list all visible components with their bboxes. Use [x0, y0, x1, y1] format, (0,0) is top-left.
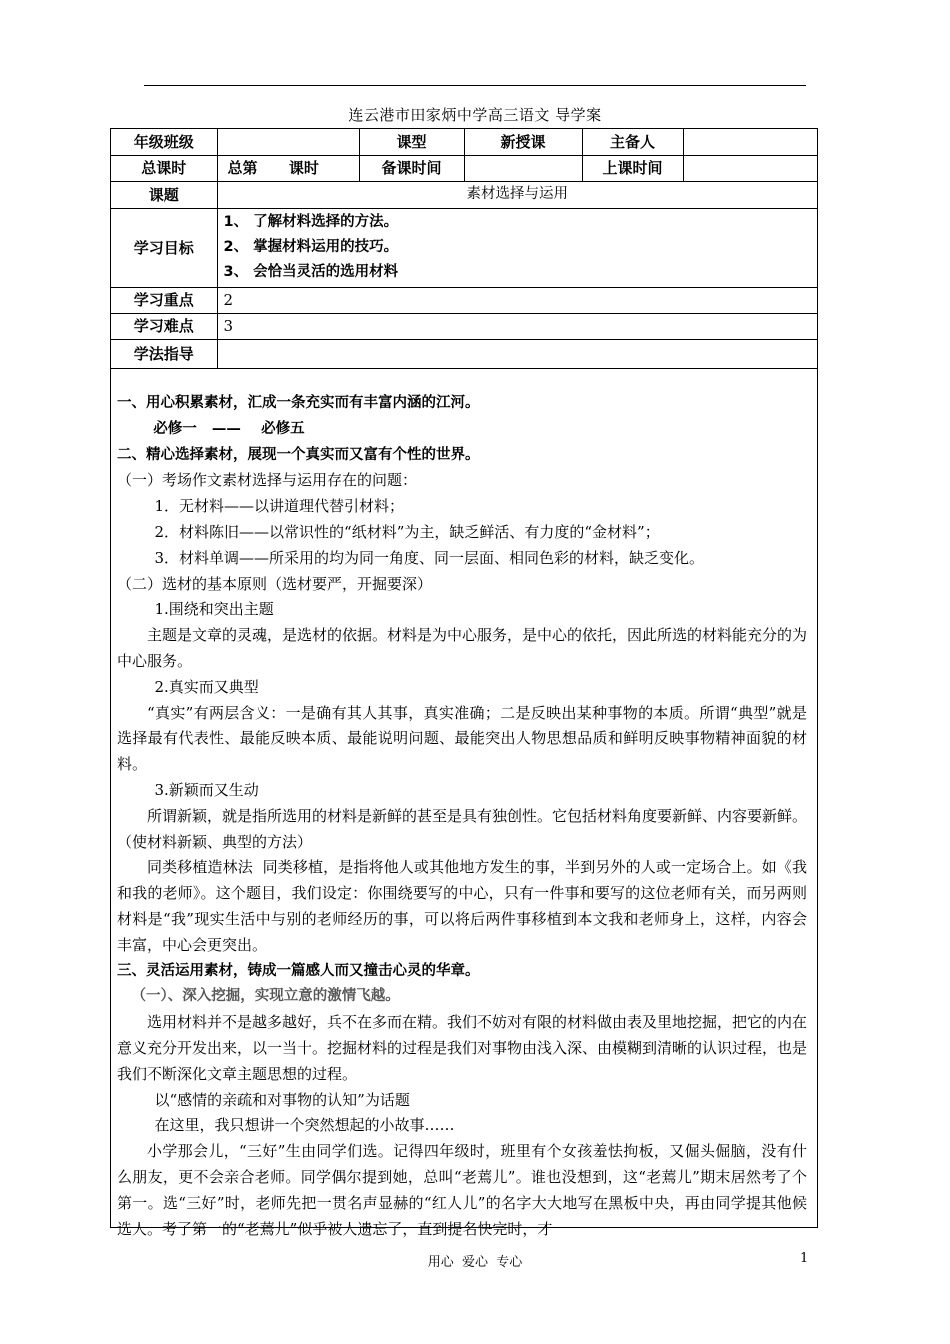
section-subline: 必修一 —— 必修五	[153, 420, 305, 437]
label-preparer: 主备人	[582, 129, 683, 155]
row-difficult-point	[111, 313, 817, 339]
lesson-content	[117, 391, 827, 1242]
problem-item: 3．材料单调——所采用的均为同一角度、同一层面、相同色彩的材料，缺乏变化。	[154, 548, 705, 567]
preparer-value	[683, 129, 817, 155]
label-type: 课型	[359, 129, 464, 155]
example-topic: 以“感情的亲疏和对事物的认知”为话题	[154, 1090, 410, 1109]
example-intro: 在这里，我只想讲一个突然想起的小故事……	[154, 1116, 455, 1135]
label-method: 学法指导	[111, 339, 217, 368]
class-time-value	[683, 155, 817, 181]
label-key-point: 学习重点	[111, 287, 217, 313]
footer-motto: 用心 爱心 专心	[427, 1255, 523, 1270]
goal-item: 3、 会恰当灵活的选用材料	[223, 264, 399, 280]
row-grade	[111, 129, 817, 155]
lesson-plan-sheet	[110, 128, 827, 1238]
label-goals: 学习目标	[111, 208, 217, 287]
paragraph: “真实”有两层含义：一是确有其人其事，真实准确；二是反映出某种事物的本质。所谓“典型”就是选择最有代表性、最能反映本质、最能说明问题、最能突出人物思想品质和鲜明反映事物精神面貌的材料。	[117, 703, 807, 774]
paragraph: 选用材料并不是越多越好，兵不在多而在精。我们不妨对有限的材料做由表及里地挖掘，把它的内在意义充分开发出来，以一当十。挖掘材料的过程是我们对事物由浅入深、由模糊到清晰的认识过程，也是我们不断深化文章主题思想的过程。	[117, 1013, 808, 1083]
problem-item: 1．无材料——以讲道理代替引材料；	[154, 497, 405, 516]
row-method	[111, 339, 817, 368]
type-value: 新授课	[464, 129, 582, 155]
page-title: 连云港市田家炳中学高三语文 导学案	[348, 106, 602, 124]
subsection-heading: （一）考场作文素材选择与运用存在的问题：	[117, 471, 418, 490]
paragraph: 所谓新颖，就是指所选用的材料是新鲜的甚至是具有独创性。它包括材料角度要新鲜、内容要新鲜。 （使材料新颖、典型的方法）	[117, 806, 827, 851]
principle-heading: 1.围绕和突出主题	[154, 600, 274, 619]
problem-item: 2．材料陈旧——以常识性的“纸材料”为主，缺乏鲜活、有力度的“金材料”；	[154, 522, 660, 541]
row-topic	[111, 181, 817, 208]
goal-item: 2、 掌握材料运用的技巧。	[223, 239, 399, 255]
key-point-value: 2	[217, 287, 817, 313]
row-hours	[111, 155, 817, 181]
label-grade: 年级班级	[111, 129, 217, 155]
principle-heading: 3.新颖而又生动	[154, 780, 259, 799]
method-value	[217, 339, 817, 368]
prep-time-value	[464, 155, 582, 181]
subsection-heading: （一）、深入挖掘，实现立意的激情飞越。	[131, 988, 400, 1005]
story-paragraph: 小学那会儿，“三好”生由同学们选。记得四年级时，班里有个女孩羞怯拘板，又倔头倔脑，没有什么朋友，更不会亲合老师。同学偶尔提到她，总叫“老蔫儿”。谁也没想到，这“老蔫儿”期末居然考了个第一。选“三好”时，老师先把一贯名声显赫的“红人儿”的名字大大地写在黑板中央，再由同学提其他候选人。考了第一的“老蔫儿”似乎被人遗忘了，直到提名快完时，才	[117, 1142, 807, 1238]
info-table	[111, 129, 817, 369]
header-rule	[144, 85, 806, 86]
label-prep-time: 备课时间	[359, 155, 464, 181]
row-goals	[111, 208, 817, 287]
label-class-time: 上课时间	[582, 155, 683, 181]
goal-item: 1、 了解材料选择的方法。	[223, 214, 399, 230]
difficult-point-value: 3	[217, 313, 817, 339]
section-heading: 二、精心选择素材，展现一个真实而又富有个性的世界。	[117, 446, 480, 463]
grade-value	[217, 129, 359, 155]
row-key-point	[111, 287, 817, 313]
section-heading: 一、用心积累素材，汇成一条充实而有丰富内涵的江河。	[117, 395, 480, 411]
label-total-hours: 总课时	[111, 155, 217, 181]
label-topic: 课题	[111, 181, 217, 208]
principle-heading: 2.真实而又典型	[154, 677, 259, 696]
paragraph: 主题是文章的灵魂，是选材的依据。材料是为中心服务，是中心的依托，因此所选的材料能充分的为中心服务。	[117, 626, 808, 670]
label-difficult-point: 学习难点	[111, 313, 217, 339]
goals-list	[217, 208, 817, 287]
section-heading: 三、灵活运用素材，铸成一篇感人而又撞击心灵的华章。	[117, 962, 480, 979]
topic-value: 素材选择与运用	[217, 181, 817, 208]
page-number: 1	[800, 1251, 809, 1266]
total-hours-value: 总第 课时	[217, 155, 359, 181]
subsection-heading: （二）选材的基本原则（选材要严，开掘要深）	[117, 574, 433, 593]
paragraph: 同类移植造林法 同类移植，是指将他人或其他地方发生的事，半到另外的人或一定场合上。如《我和我的老师》。这个题目，我们设定：你围绕要写的中心，只有一件事和要写的这位老师有关，而另两则材料是“我”现实生活中与别的老师经历的事，可以将后两件事移植到本文我和老师身上，这样，内容会丰富，中心会更突出。	[117, 858, 807, 954]
